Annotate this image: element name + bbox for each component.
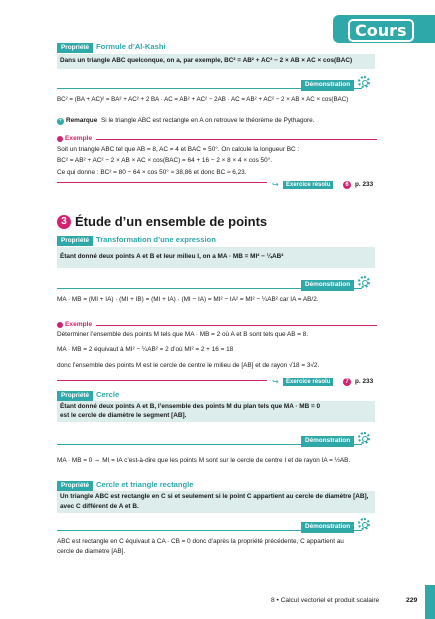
prop-statement: Étant donné deux points A et B et leur milieu I, on a MA · MB = MI² − ¼AB² xyxy=(60,253,284,260)
prop-statement: est le cercle de diamètre le segment [AB]. xyxy=(60,412,187,419)
exercise-page: p. 233 xyxy=(355,378,374,385)
prop-statement: Étant donné deux points A et B, l’ensemble des points M du plan tels que MA · MB = 0 xyxy=(60,403,321,410)
prop-tag: Propriété xyxy=(57,391,93,401)
remark-text: Si le triangle ABC est rectangle en A on retrouve le théorème de Pythagore. xyxy=(101,117,315,124)
example-rule xyxy=(96,139,377,140)
section-title: Étude d’un ensemble de points xyxy=(75,214,268,229)
demo-tag: Démonstration xyxy=(301,80,354,91)
example-label: Exemple xyxy=(65,135,93,142)
arrow-right-icon: ↪ xyxy=(272,180,279,189)
prop-tag: Propriété xyxy=(57,43,93,53)
footer-accent-bar xyxy=(425,585,435,619)
arrow-right-icon: ↪ xyxy=(272,377,279,386)
chapter-title: 8 • Calcul vectoriel et produit scalaire xyxy=(271,597,380,604)
prop-title: Cercle xyxy=(96,390,120,399)
example-rule xyxy=(57,182,267,183)
page-number: 229 xyxy=(406,597,418,604)
demo-text: ABC est rectangle en C équivaut à CA · CB = 0 donc d’après la propriété précédente, C appartient au xyxy=(57,538,344,545)
prop-tag: Propriété xyxy=(57,236,93,246)
example-label: Exemple xyxy=(65,321,93,328)
remark-icon: + xyxy=(58,118,63,124)
demo-tag: Démonstration xyxy=(301,280,354,291)
gear-icon xyxy=(358,518,370,530)
example-line: Déterminer l’ensemble des points M tels que MA · MB = 2 où A et B sont tels que AB = 8. xyxy=(57,331,309,338)
prop-title: Cercle et triangle rectangle xyxy=(96,480,194,489)
example-line: donc l’ensemble des points M est le cercle de centre le milieu de [AB] et de rayon √18 = 3√2. xyxy=(57,362,320,369)
example-rule xyxy=(57,380,267,381)
prop-statement: avec C différent de A et B. xyxy=(60,503,139,510)
cours-badge: Cours xyxy=(348,19,414,42)
exercise-number: 6 xyxy=(343,181,351,189)
demo-text: BC² = (BA + AC)² = BA² + AC² + 2 BA · AC = AB² + AC² − 2AB · AC = AB² + AC² − 2 × AB × AC × cos(BAC) xyxy=(57,96,349,103)
prop-statement: Dans un triangle ABC quelconque, on a, par exemple, BC² = AB² + AC² − 2 × AB × AC × cos(BAC) xyxy=(60,57,353,64)
exercise-number: 7 xyxy=(343,378,351,386)
prop-tag: Propriété xyxy=(57,481,93,491)
section-number: 3 xyxy=(57,215,71,229)
exercise-link[interactable]: Exercice résolu xyxy=(283,181,333,189)
gear-icon xyxy=(358,76,370,88)
example-line: BC² = AB² + AC² − 2 × AB × AC × cos(BAC) = 64 + 16 − 2 × 8 × 4 × cos 50°. xyxy=(57,157,272,164)
example-bullet-icon xyxy=(57,136,63,142)
example-line: Ce qui donne : BC² = 80 − 64 × cos 50° ≈ 38,86 et donc BC ≈ 6,23. xyxy=(57,169,247,176)
demo-text: MA · MB = 0 ⇔ MI = IA c’est-à-dire que les points M sont sur le cercle de centre I et de rayon IA = ½AB. xyxy=(57,457,351,464)
remark-label: Remarque xyxy=(66,117,98,124)
gear-icon xyxy=(358,432,370,444)
demo-text: MA · MB = (MI + IA) · (MI + IB) = (MI + IA) · (MI − IA) = MI² − IA² = MI² − ¼AB² car IA = AB/2. xyxy=(57,296,319,303)
demo-text: cercle de diamètre [AB]. xyxy=(57,548,126,555)
exercise-page: p. 233 xyxy=(355,181,374,188)
example-line: Soit un triangle ABC tel que AB = 8, AC = 4 et BAC = 50°. On calcule la longueur BC : xyxy=(57,146,300,153)
prop-title: Formule d’Al-Kashi xyxy=(96,42,166,51)
example-line: MA · MB = 2 équivaut à MI² − ¼AB² = 2 d’où MI² = 2 + 16 = 18 xyxy=(57,346,234,353)
example-rule xyxy=(96,325,377,326)
demo-tag: Démonstration xyxy=(301,522,354,533)
gear-icon xyxy=(358,276,370,288)
demo-tag: Démonstration xyxy=(301,436,354,447)
prop-statement: Un triangle ABC est rectangle en C si et seulement si le point C appartient au cercle de diamètre [AB], xyxy=(60,493,369,500)
example-bullet-icon xyxy=(57,322,63,328)
prop-title: Transformation d’une expression xyxy=(96,235,216,244)
exercise-link[interactable]: Exercice résolu xyxy=(283,378,333,386)
